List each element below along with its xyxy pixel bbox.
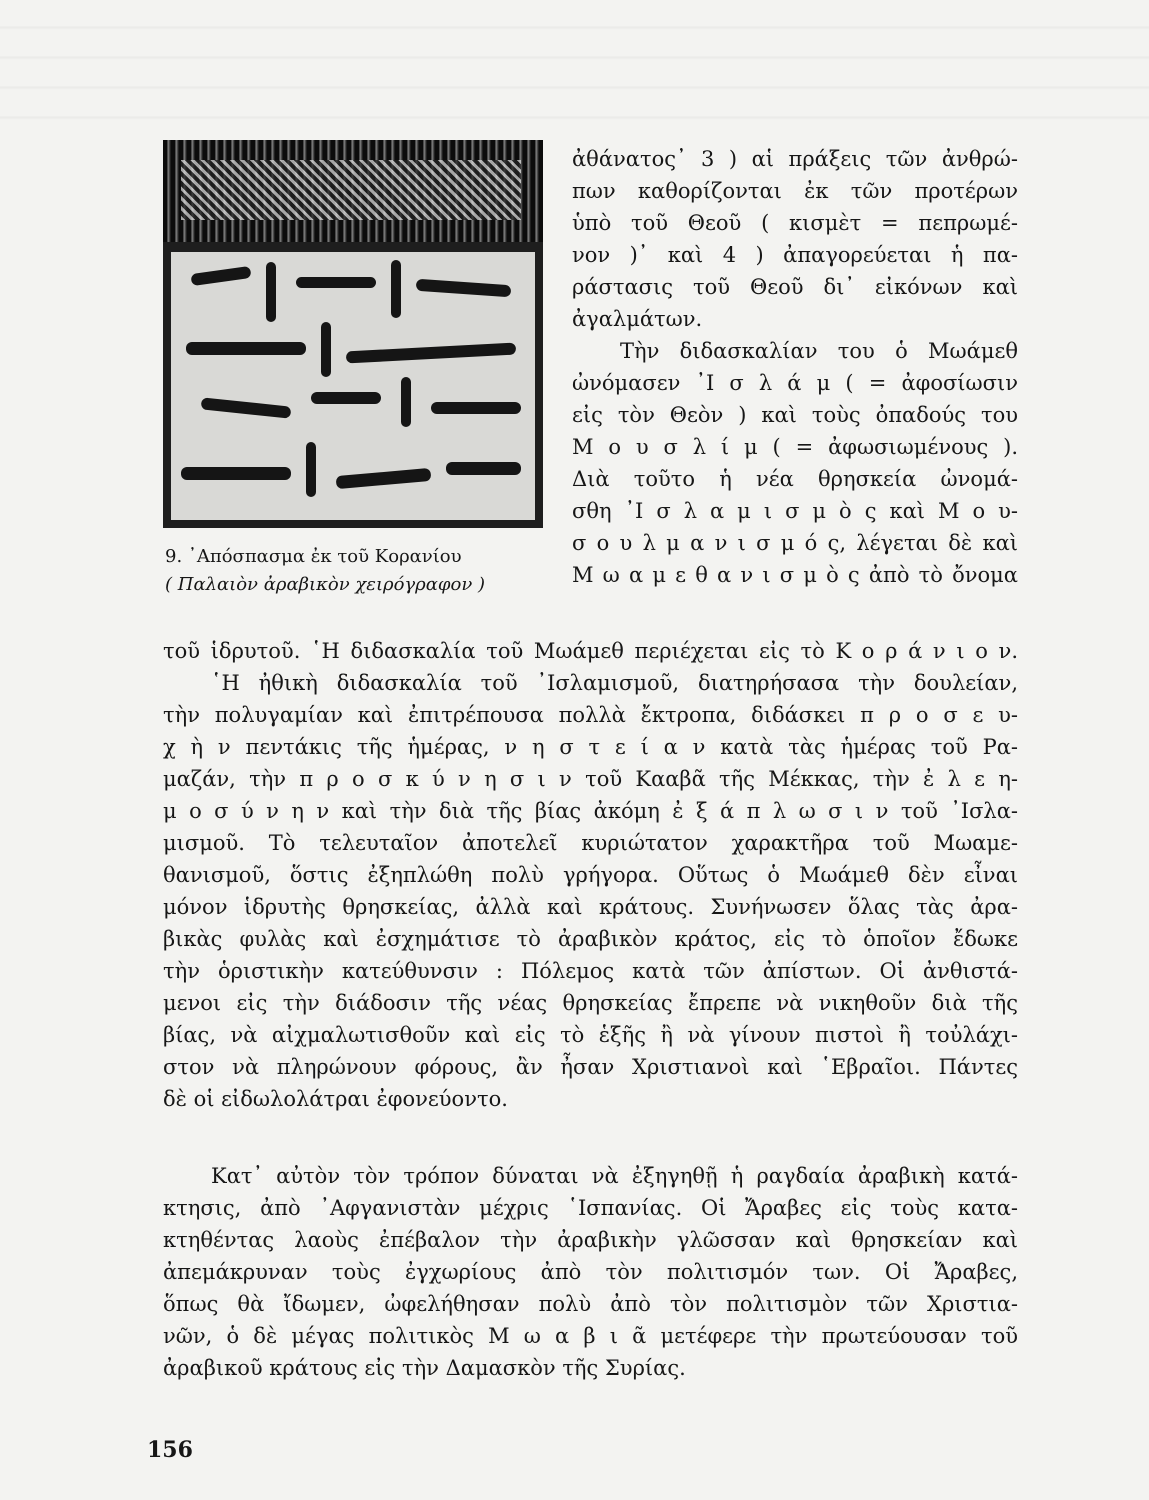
text-line: σ ο υ λ μ α ν ι σ μ ό ς, λέγεται δὲ καὶ (572, 531, 1018, 555)
text-line: χ ὴ ν πεντάκις τῆς ἡμέρας, ν η σ τ ε ί α ν κατὰ τὰς ἡμέρας τοῦ Ρα- (163, 735, 1018, 759)
text-line: Μ ω α μ ε θ α ν ι σ μ ὸ ς ἀπὸ τὸ ὄνομα (572, 563, 1018, 587)
main-paragraphs (163, 635, 1018, 1115)
text-line: εἰς τὸν Θεὸν ) καὶ τοὺς ὀπαδούς του (572, 403, 1018, 427)
figure-caption-number: 9. ᾿Απόσπασμα ἐκ τοῦ Κορανίου (165, 546, 462, 567)
text-line: Τὴν διδασκαλίαν του ὁ Μωάμεθ (620, 339, 1018, 363)
text-line: μόνον ἱδρυτὴς θρησκείας, ἀλλὰ καὶ κράτους. Συνήνωσεν ὅλας τὰς ἀρα- (163, 895, 1018, 919)
text-line: βίας, νὰ αἰχμαλωτισθοῦν καὶ εἰς τὸ ἑξῆς ἢ νὰ γίνουν πιστοὶ ἢ τοὐλάχι- (163, 1023, 1018, 1047)
figure-caption-source: ( Παλαιὸν ἀραβικὸν χειρόγραφον ) (165, 574, 486, 595)
text-line: τὴν ὁριστικὴν κατεύθυνσιν : Πόλεμος κατὰ τῶν ἀπίστων. Οἱ ἀνθιστά- (163, 959, 1018, 983)
ornament-pattern (181, 160, 521, 220)
koran-manuscript-image (163, 140, 543, 528)
text-line: μ ο σ ύ ν η ν καὶ τὴν διὰ τῆς βίας ἀκόμη ἐ ξ ά π λ ω σ ι ν τοῦ ᾿Ισλα- (163, 799, 1018, 823)
text-line: νον )᾿ καὶ 4 ) ἀπαγορεύεται ἡ πα- (572, 243, 1018, 267)
text-line: ἀραβικοῦ κράτους εἰς τὴν Δαμασκὸν τῆς Συρίας. (163, 1356, 686, 1380)
arabic-script-area (171, 252, 535, 520)
text-line: στον νὰ πληρώνουν φόρους, ἂν ἦσαν Χριστιανοὶ καὶ ῾Εβραῖοι. Πάντες (163, 1055, 1018, 1079)
text-line: Διὰ τοῦτο ἡ νέα θρησκεία ὠνομά- (572, 467, 1018, 491)
text-line: ῾Η ἠθικὴ διδασκαλία τοῦ ᾿Ισλαμισμοῦ, διατηρήσασα τὴν δουλείαν, (211, 671, 1018, 695)
text-line: νῶν, ὁ δὲ μέγας πολιτικὸς Μ ω α β ι ᾶ μετέφερε τὴν πρωτεύουσαν τοῦ (163, 1324, 1018, 1348)
text-line: πων καθορίζονται ἐκ τῶν προτέρων (572, 179, 1018, 203)
text-line: μαζάν, τὴν π ρ ο σ κ ύ ν η σ ι ν τοῦ Κααβᾶ τῆς Μέκκας, τὴν ἐ λ ε η- (163, 767, 1018, 791)
text-line: ὠνόμασεν ᾿Ι σ λ ά μ ( = ἀφοσίωσιν (572, 371, 1018, 395)
text-line: Κατ᾿ αὐτὸν τὸν τρόπον δύναται νὰ ἐξηγηθῇ ἡ ραγδαία ἀραβικὴ κατά- (211, 1164, 1018, 1188)
right-column-text (572, 143, 1018, 591)
text-line: ὅπως θὰ ἴδωμεν, ὠφελήθησαν πολὺ ἀπὸ τὸν πολιτισμὸν τῶν Χριστια- (163, 1292, 1018, 1316)
closing-paragraph (163, 1160, 1018, 1384)
text-line: μισμοῦ. Τὸ τελευταῖον ἀποτελεῖ κυριώτατον χαρακτῆρα τοῦ Μωαμε- (163, 831, 1018, 855)
text-line: σθη ᾿Ι σ λ α μ ι σ μ ὸ ς καὶ Μ ο υ- (572, 499, 1018, 523)
text-line: κτηθέντας λαοὺς ἐπέβαλον τὴν ἀραβικὴν γλῶσσαν καὶ θρησκείαν καὶ (163, 1228, 1018, 1252)
text-line: Μ ο υ σ λ ί μ ( = ἀφωσιωμένους ). (572, 435, 1018, 459)
text-line: ἀγαλμάτων. (572, 307, 703, 331)
text-line: κτησις, ἀπὸ ᾿Αφγανιστὰν μέχρις ῾Ισπανίας. Οἱ Ἄραβες εἰς τοὺς κατα- (163, 1196, 1018, 1220)
text-line: ἀπεμάκρυναν τοὺς ἐγχωρίους ἀπὸ τὸν πολιτισμόν των. Οἱ Ἄραβες, (163, 1260, 1018, 1284)
show-through-text (0, 0, 1149, 135)
text-line: δὲ οἱ εἰδωλολάτραι ἐφονεύοντο. (163, 1087, 508, 1111)
text-line: ράστασις τοῦ Θεοῦ δι᾿ εἰκόνων καὶ (572, 275, 1018, 299)
text-line: τὴν πολυγαμίαν καὶ ἐπιτρέπουσα πολλὰ ἔκτροπα, διδάσκει π ρ ο σ ε υ- (163, 703, 1018, 727)
text-line: ἀθάνατος᾿ 3 ) αἱ πράξεις τῶν ἀνθρώ- (572, 147, 1018, 171)
ornamental-band (163, 140, 543, 242)
page-number: 156 (147, 1437, 193, 1463)
text-line: βικὰς φυλὰς καὶ ἐσχημάτισε τὸ ἀραβικὸν κράτος, εἰς τὸ ὁποῖον ἔδωκε (163, 927, 1018, 951)
text-line: ὑπὸ τοῦ Θεοῦ ( κισμὲτ = πεπρωμέ- (572, 211, 1018, 235)
text-line: θανισμοῦ, ὅστις ἐξηπλώθη πολὺ γρήγορα. Οὕτως ὁ Μωάμεθ δὲν εἶναι (163, 863, 1018, 887)
text-line: τοῦ ἱδρυτοῦ. ῾Η διδασκαλία τοῦ Μωάμεθ περιέχεται εἰς τὸ Κ ο ρ ά ν ι ο ν. (163, 639, 1018, 663)
text-line: μενοι εἰς τὴν διάδοσιν τῆς νέας θρησκείας ἔπρεπε νὰ νικηθοῦν διὰ τῆς (163, 991, 1018, 1015)
